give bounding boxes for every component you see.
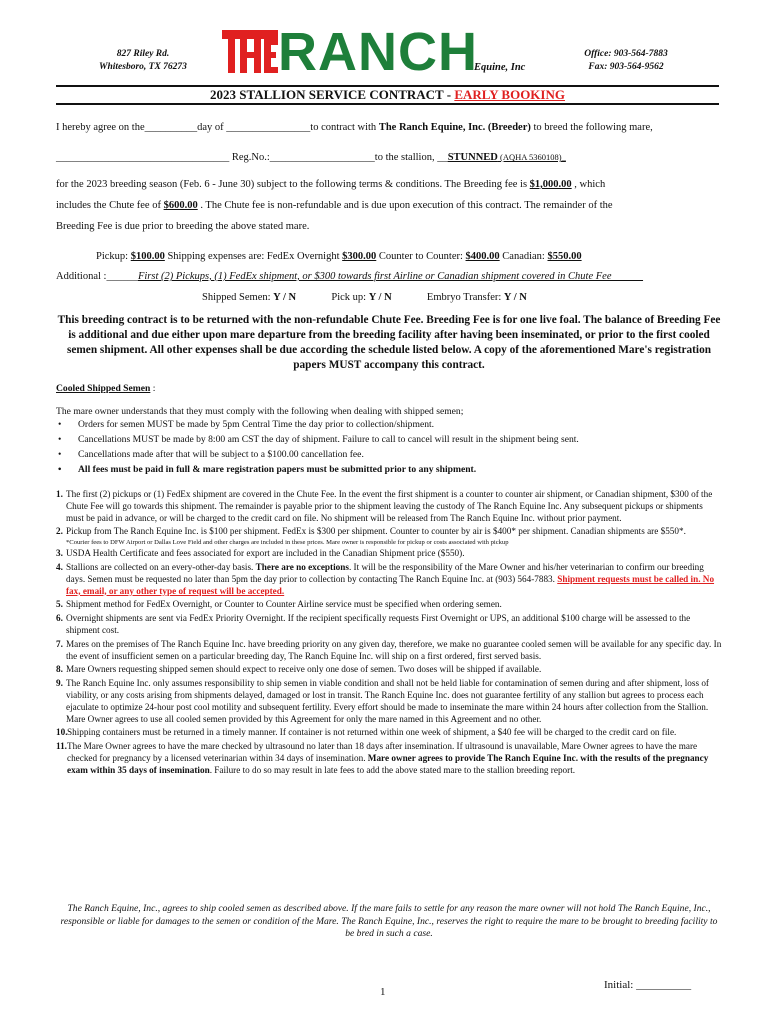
counter-label: Counter to Counter:: [376, 251, 466, 262]
terms-list: [56, 489, 722, 779]
canadian-label: Canadian:: [499, 251, 548, 262]
embryo-choice[interactable]: Y / N: [503, 292, 527, 303]
pickup-choice[interactable]: Y / N: [368, 292, 392, 303]
intro-line-1: [56, 121, 653, 135]
intro-l3-a: for the 2023 breeding season (Feb. 6 - June 30) subject to the following terms & conditions. The Breeding fee is: [56, 179, 530, 190]
logo-ranch-text: RANCH: [278, 22, 478, 82]
term-text: Mares on the premises of The Ranch Equine Inc. have breeding priority on any given day, therefore, we make no guarantee cooled semen will be available for any specific day. In the event of insufficient semen on a particular breeding day, The Ranch Equine Inc. will ship on a first ordered, first served basis.: [66, 638, 722, 661]
list-item: • Cancellations made after that will be subject to a $100.00 cancellation fee.: [56, 447, 722, 462]
contract-notice: This breeding contract is to be returned with the non-refundable Chute Fee. Breeding Fee is for one live foal. The balance of Breeding Fee is additional and due either upon mare departure from the breeding facility after having been inseminated, or prior to the first cooled semen shipment. All other expenses shall be due according the schedule listed below. A copy of the aforementioned Mare's registration papers MUST accompany this contract.: [57, 314, 721, 371]
intro-line-5: Breeding Fee is due prior to breeding the above stated mare.: [56, 221, 310, 232]
term-11-text-b: . Failure to do so may result in late fees to add the above stated mare to the stallion breeding report.: [209, 764, 576, 775]
cooled-intro: The mare owner understands that they must comply with the following when dealing with shipped semen;: [56, 406, 464, 417]
term-number: 1.: [56, 489, 63, 499]
ranch-logo: [218, 22, 526, 82]
term-text: [67, 741, 722, 776]
breeding-fee: $1,000.00: [529, 179, 572, 190]
term-text: Shipping containers must be returned in a timely manner. If container is not returned within one week of shipment, a $40 fee will be charged to the credit card on file.: [67, 727, 677, 738]
term-6: [56, 613, 722, 637]
additional-text: First (2) Pickups, (1) FedEx shipment, or $300 towards first Airline or Canadian shipment covered in Chute Fee______: [137, 271, 643, 282]
term-7: [56, 639, 722, 663]
canadian-fee: $550.00: [547, 251, 582, 262]
logo-subtitle: Equine, Inc: [474, 62, 526, 73]
term-text: The first (2) pickups or (1) FedEx shipment are covered in the Chute Fee. In the event the first shipment is a counter to counter air shipment, or Canadian shipment, $300 of the Chute Fee will go towards this shipment. The remainder is payable prior to the shipment leaving the custody of The Ranch Equine Inc. Any subsequent pickups or shipments must be paid in advance, or will be charged to the credit card on file. No shipment will be released from The Ranch Equine Inc. without prior payment.: [66, 489, 713, 523]
term-text: [66, 562, 722, 597]
term-2: [56, 526, 722, 538]
term-11: [56, 741, 722, 776]
additional-label: Additional :______: [56, 271, 138, 282]
page-number: 1: [380, 986, 386, 998]
term-10: [56, 727, 722, 739]
term-text: USDA Health Certificate and fees associated for export are included in the Canadian Shipment price ($550).: [66, 548, 465, 559]
intro-l2-a: _________________________________ Reg.No.:____________________to the stallion, __: [56, 152, 448, 163]
term-4-warning: Shipment requests must be called in. No fax, email, or any other type of request will be accepted.: [66, 573, 715, 596]
term-number: 8.: [56, 664, 63, 675]
counter-fee: $400.00: [465, 251, 500, 262]
shipped-label: Shipped Semen:: [202, 292, 274, 303]
office-phone: Office: 903-564-7883: [584, 49, 668, 59]
term-number: 10.: [56, 727, 68, 738]
cooled-heading: [56, 383, 155, 395]
intro-l4-a: includes the Chute fee of: [56, 200, 164, 211]
term-number: 6.: [56, 613, 63, 624]
term-number: 5.: [56, 599, 63, 610]
cooled-heading-text: Cooled Shipped Semen: [56, 383, 151, 394]
term-number: 11.: [56, 741, 67, 752]
list-item: • Cancellations MUST be made by 8:00 am CST the day of shipment. Failure to call to cancel will result in the shipment being sent.: [56, 432, 722, 447]
term-4-text-b: . It will be the responsibility of the Mare Owner and his/her veterinarian to confirm our breeding days. Semen must be requested no later than 5pm the day prior to collection by contacting The Ranch Equine Inc. at (903) 564-7883.: [66, 561, 704, 584]
additional-line: [56, 270, 643, 284]
term-number: 9.: [56, 678, 63, 689]
pickup-option-label: Pick up:: [331, 292, 369, 303]
the-logo-mark: [222, 28, 278, 78]
term-text: Shipment method for FedEx Overnight, or Counter to Counter Airline service must be specified when ordering semen.: [66, 599, 502, 610]
term-3: [56, 548, 722, 560]
cooled-bullets: [56, 417, 722, 477]
cooled-heading-suffix: :: [150, 383, 156, 394]
contact-block: [556, 48, 696, 74]
term-text: Pickup from The Ranch Equine Inc. is $100 per shipment. FedEx is $300 per shipment. Counter to counter by air is $400* per shipment. Canadian shipments are $550*.: [66, 526, 686, 537]
term-number: 2.: [56, 526, 63, 537]
term-5: [56, 599, 722, 611]
term-text: Mare Owners requesting shipped semen should expect to receive only one dose of semen. Two doses will be shipped if available.: [66, 664, 542, 675]
shipping-label: Shipping expenses are: FedEx Overnight: [164, 251, 343, 262]
stallion-name: STUNNED: [447, 152, 498, 163]
footer-note: The Ranch Equine, Inc., agrees to ship cooled semen as described above. If the mare fails to settle for any reason the mare owner will not hold The Ranch Equine, Inc., responsible or liable for damages to the semen or condition of the Mare. The Ranch Equine, Inc., reserves the right to require the mare to be brought to breeding facility to be bred in such a case.: [60, 903, 718, 939]
intro-line-3: [56, 178, 605, 192]
page-title: [56, 85, 719, 105]
term-4-bold: There are no exceptions: [255, 561, 349, 572]
options-line: [202, 291, 527, 305]
address-line-1: 827 Riley Rd.: [116, 49, 170, 59]
intro-line-2: [56, 150, 566, 165]
embryo-label: Embryo Transfer:: [426, 292, 504, 303]
fax-number: Fax: 903-564-9562: [588, 62, 664, 72]
term-number: 7.: [56, 638, 63, 649]
intro-line-4: [56, 199, 613, 213]
term-text: Overnight shipments are sent via FedEx Priority Overnight. If the recipient specifically requests First Overnight or UPS, an additional $100 charge will be assessed to the shipment cost.: [66, 613, 691, 635]
intro-l1-a: I hereby agree on the__________day of ________________to contract with: [56, 122, 379, 133]
pickup-fee: $100.00: [130, 251, 165, 262]
term-number: 3.: [56, 548, 63, 559]
term-11-bold: Mare owner agrees to provide The Ranch Equine Inc. with the results of the pregnancy exam within 35 days of insemination: [67, 752, 709, 775]
stallion-reg: (AQHA 5360108)_: [497, 152, 566, 162]
intro-l3-c: , which: [571, 179, 606, 190]
term-8: [56, 664, 722, 676]
intro-l1-c: to breed the following mare,: [530, 122, 653, 133]
term-text: The Ranch Equine Inc. only assumes responsibility to ship semen in viable condition and shall not be held liable for contamination of semen during and after shipment, loss of viability, or any costs arising from shipments delayed, damaged or lost in transit. The Ranch Equine Inc. does not guarantee fertility of any stallion but agrees to process each ejaculate to optimize 24-hour post cool motility and subsequent fertility. Every effort should be made to inseminate the mare within 24 hours after collection from the Stallion. Mare Owner agrees to use all cooled semen provided by this Agreement for only the mare named in this Agreement and no other.: [66, 678, 709, 724]
pickup-label: Pickup:: [96, 251, 131, 262]
fee-line: [96, 250, 582, 264]
term-1: [56, 489, 722, 524]
chute-fee: $600.00: [163, 200, 198, 211]
term-4-text-a: Stallions are collected on an every-other-day basis.: [66, 561, 256, 572]
list-item: • Orders for semen MUST be made by 5pm Central Time the day prior to collection/shipment.: [56, 417, 722, 432]
term-9: [56, 678, 722, 725]
fedex-fee: $300.00: [342, 251, 377, 262]
list-item: • All fees must be paid in full & mare registration papers must be submitted prior to any shipment.: [56, 462, 722, 477]
title-main: 2023 STALLION SERVICE CONTRACT -: [210, 87, 455, 102]
initial-field[interactable]: Initial: __________: [604, 979, 692, 991]
term-4: [56, 562, 722, 597]
courier-note: *Courier fees to DFW Airport or Dallas Love Field and other charges are included in these prices. Mare owner is responsible for pickup or costs associated with pickup: [66, 539, 509, 547]
title-highlight: EARLY BOOKING: [454, 87, 565, 102]
shipped-choice[interactable]: Y / N: [273, 292, 297, 303]
term-number: 4.: [56, 561, 63, 572]
term-11-text-a: The Mare Owner agrees to have the mare checked by ultrasound no later than 18 days after insemination. If ultrasound is unavailable, Mare Owner agrees to have the mare checked for pregnancy by a licensed veterinarian within 34 days of insemination.: [67, 741, 698, 763]
intro-l4-c: . The Chute fee is non-refundable and is due upon execution of this contract. The remainder of the: [197, 200, 613, 211]
breeder-name: The Ranch Equine, Inc. (Breeder): [378, 122, 531, 133]
address-line-2: Whitesboro, TX 76273: [99, 62, 187, 72]
